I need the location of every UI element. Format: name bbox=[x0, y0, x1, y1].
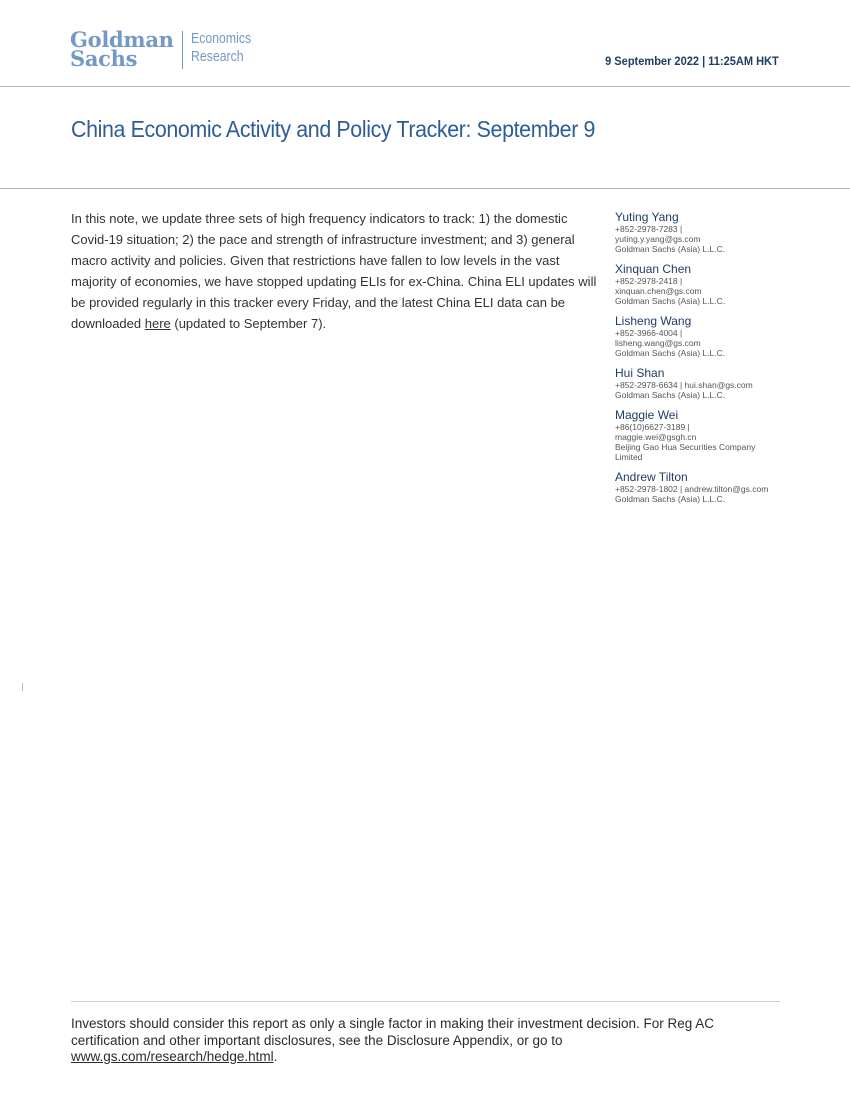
author-contact-line: +852-2978-1802 | andrew.tilton@gs.com bbox=[615, 484, 769, 494]
author-contact-line: Goldman Sachs (Asia) L.L.C. bbox=[615, 296, 726, 306]
eli-data-download-link[interactable]: here bbox=[144, 316, 171, 331]
footer-divider bbox=[71, 1001, 780, 1002]
logo-divider bbox=[182, 31, 183, 69]
author-name: Hui Shan bbox=[615, 366, 665, 380]
author-contact-line: Beijing Gao Hua Securities Company bbox=[615, 442, 756, 452]
goldman-sachs-logo bbox=[70, 27, 264, 71]
author-contact-line: Goldman Sachs (Asia) L.L.C. bbox=[615, 348, 726, 358]
author-contact-line: +852-3966-4004 | bbox=[615, 328, 683, 338]
margin-mark bbox=[22, 683, 23, 691]
division-line-1: Economics bbox=[190, 30, 251, 47]
publication-dateline: 9 September 2022 | 11:25AM HKT bbox=[605, 54, 779, 68]
title-divider bbox=[0, 188, 850, 189]
disclaimer-end: . bbox=[273, 1049, 278, 1064]
author-contact-line: +852-2978-6634 | hui.shan@gs.com bbox=[615, 380, 753, 390]
author-contact-line: Goldman Sachs (Asia) L.L.C. bbox=[615, 390, 726, 400]
disclosure-link[interactable]: www.gs.com/research/hedge.html bbox=[71, 1049, 274, 1064]
author-contact-line: maggie.wei@gsgh.cn bbox=[615, 432, 697, 442]
author-block bbox=[615, 263, 795, 306]
report-title: China Economic Activity and Policy Tracker: September 9 bbox=[71, 116, 596, 142]
division-line-2: Research bbox=[190, 48, 244, 65]
author-block bbox=[615, 409, 795, 462]
author-name: Xinquan Chen bbox=[615, 262, 692, 276]
author-contact-line: Limited bbox=[615, 452, 643, 462]
author-contact-line: yuting.y.yang@gs.com bbox=[615, 234, 701, 244]
disclaimer-text: Investors should consider this report as only a single factor in making their investment decision. For Reg AC certification and other important disclosures, see the Disclosure Appendix, or go to bbox=[71, 1016, 715, 1048]
header-divider bbox=[0, 86, 850, 87]
author-contact-line: Goldman Sachs (Asia) L.L.C. bbox=[615, 494, 726, 504]
disclaimer bbox=[71, 1016, 771, 1066]
author-block bbox=[615, 315, 795, 358]
author-name: Yuting Yang bbox=[615, 210, 679, 224]
logo-wordmark bbox=[70, 27, 174, 71]
author-contact-line: xinquan.chen@gs.com bbox=[615, 286, 702, 296]
author-list bbox=[615, 211, 795, 513]
author-block bbox=[615, 471, 795, 504]
division-name bbox=[191, 30, 251, 66]
author-name: Andrew Tilton bbox=[615, 470, 688, 484]
author-block bbox=[615, 367, 795, 400]
summary-paragraph bbox=[71, 208, 601, 334]
logo-line-2: Sachs bbox=[70, 46, 138, 71]
author-contact-line: +852-2978-2418 | bbox=[615, 276, 683, 286]
author-name: Lisheng Wang bbox=[615, 314, 692, 328]
author-contact-line: lisheng.wang@gs.com bbox=[615, 338, 701, 348]
author-name: Maggie Wei bbox=[615, 408, 679, 422]
summary-text: In this note, we update three sets of high frequency indicators to track: 1) the domestic Covid-19 situation; 2) the pace and strength of infrastructure investment; and 3) general macro activity and policies. Given that restrictions have fallen to low levels in the vast majority of economies, we have stopped updating ELIs for ex-China. China ELI updates will be provided regularly in this tracker every Friday, and the latest China ELI data can be downloaded bbox=[71, 211, 597, 331]
summary-text-end: (updated to September 7). bbox=[170, 316, 327, 331]
author-contact-line: Goldman Sachs (Asia) L.L.C. bbox=[615, 244, 726, 254]
author-contact-line: +86(10)6627-3189 | bbox=[615, 422, 690, 432]
logo-line-1: Goldman bbox=[70, 27, 174, 52]
author-contact-line: +852-2978-7283 | bbox=[615, 224, 683, 234]
author-block bbox=[615, 211, 795, 254]
